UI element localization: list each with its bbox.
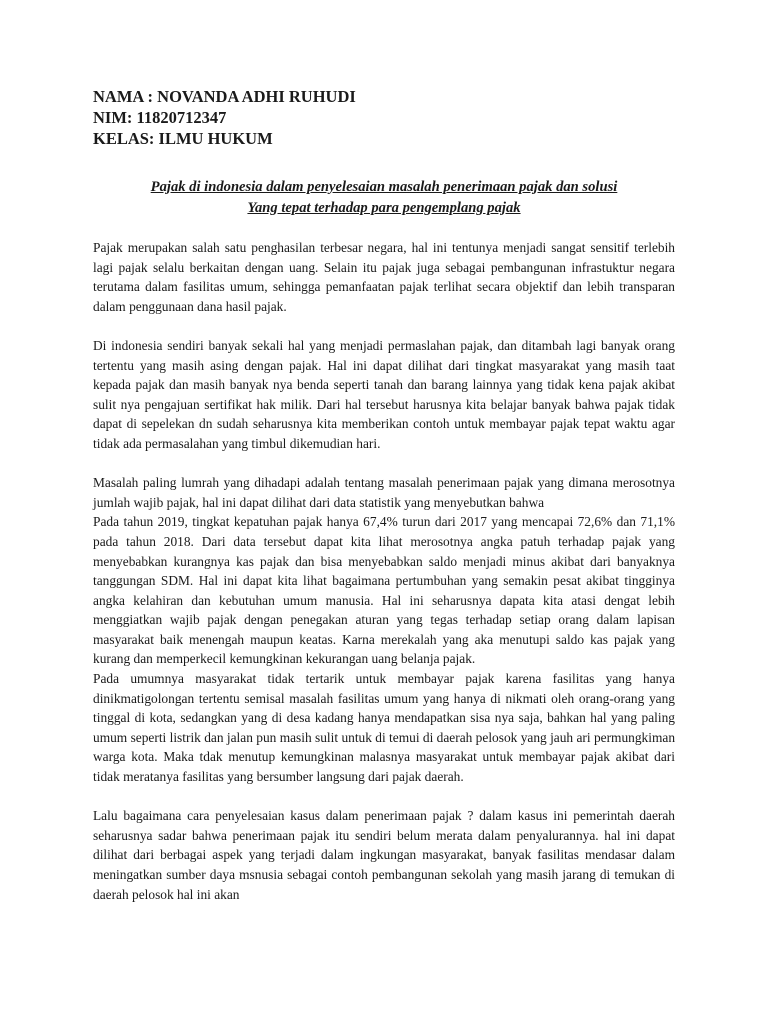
paragraph-main-issue: Masalah paling lumrah yang dihadapi adalah tentang masalah penerimaan pajak yang dimana merosotnya jumlah wajib pajak, hal ini dapat dilihat dari data statistik yang menyebutkan bahwa [93,475,675,510]
student-class: KELAS: ILMU HUKUM [93,129,273,148]
title-line-1: Pajak di indonesia dalam penyelesaian masalah penerimaan pajak dan solusi [150,179,618,195]
student-name: NAMA : NOVANDA ADHI RUHUDI [93,87,356,106]
paragraph-problems: Di indonesia sendiri banyak sekali hal yang menjadi permaslahan pajak, dan ditambah lagi banyak orang tertentu yang masih asing dengan pajak. Hal ini dapat dilihat dari tingkat masyarakat yang masih taat kepada pajak dan masih banyak nya benda seperti tanah dan barang lainnya yang tidak kena pajak akibat sulit nya pengajuan sertifikat hak milik. Dari hal tersebut harusnya kita belajar banyak bahwa pajak tidak dapat di sepelekan dn sudah seharusnya kita memberikan contoh untuk membayar pajak tepat waktu agar tidak ada permasalahan yang timbul dikemudian hari. [93,337,675,451]
paragraph-statistics: Pada tahun 2019, tingkat kepatuhan pajak hanya 67,4% turun dari 2017 yang mencapai 72,6% dan 71,1% pada tahun 2018. Dari data tersebut dapat kita lihat merosotnya angka patuh terhadap pajak yang menyebabkan kurangnya kas pajak dan bisa menyebabkan saldo menjadi minus akibat dari banyaknya tanggungan SDM. Hal ini dapat kita lihat bagaimana pertumbuhan yang semakin pesat akibat tingginya angka kelahiran dan kebutuhan umum manusia. Hal ini seharusnya dapata kita atasi dengat lebih menggiatkan wajib pajak dengan penegakan aturan yang tegas terhadap setiap orang dalam lapisan masyarakat baik menengah maupun keatas. Karna merekalah yang aka menutupi saldo kas pajak yang kurang dan memperkecil kemungkinan kekurangan uang belanja pajak. [93,514,675,667]
paragraph-solution: Lalu bagaimana cara penyelesaian kasus dalam penerimaan pajak ? dalam kasus ini pemerintah daerah seharusnya sadar bahwa penerimaan pajak itu sendiri belum merata dalam penyalurannya. hal ini dapat dilihat dari berbagai aspek yang terjadi dalam ingkungan masyarakat, banyak fasilitas mendasar dalam meningatkan sumber daya msnusia sebagai contoh pembangunan sekolah yang masih jarang di temukan di daerah pelosok hal ini akan [93,808,675,902]
document-page [93,86,675,904]
student-nim: NIM: 11820712347 [93,108,227,127]
paragraph-facilities: Pada umumnya masyarakat tidak tertarik untuk membayar pajak karena fasilitas yang hanya dinikmatigolongan tertentu semisal masalah fasilitas umum yang hanya di nikmati oleh orang-orang yang tinggal di kota, sedangkan yang di desa kadang hanya mendapatkan sisa nya saja, bahkan hal yang paling umum seperti listrik dan jalan pun masih sulit untuk di temui di daerah pelosok yang jauh ari permungkiman warga kota. Maka tdak menutup kemungkinan malasnya masyarakat untuk membayar pajak akibat dari tidak meratanya fasilitas yang bersumber langsung dari pajak daerah. [93,671,676,785]
paragraph-intro: Pajak merupakan salah satu penghasilan terbesar negara, hal ini tentunya menjadi sangat sensitif terlebih lagi pajak selalu berkaitan dengan uang. Selain itu pajak juga sebagai pembangunan infrastuktur negara terutama dalam fasilitas umum, sehingga pemanfaatan pajak terlihat secara objektif dan lebih transparan dalam penggunaan dana hasil pajak. [93,240,675,314]
title-line-2: Yang tepat terhadap para pengemplang pajak [247,200,521,216]
document-title [93,177,675,219]
